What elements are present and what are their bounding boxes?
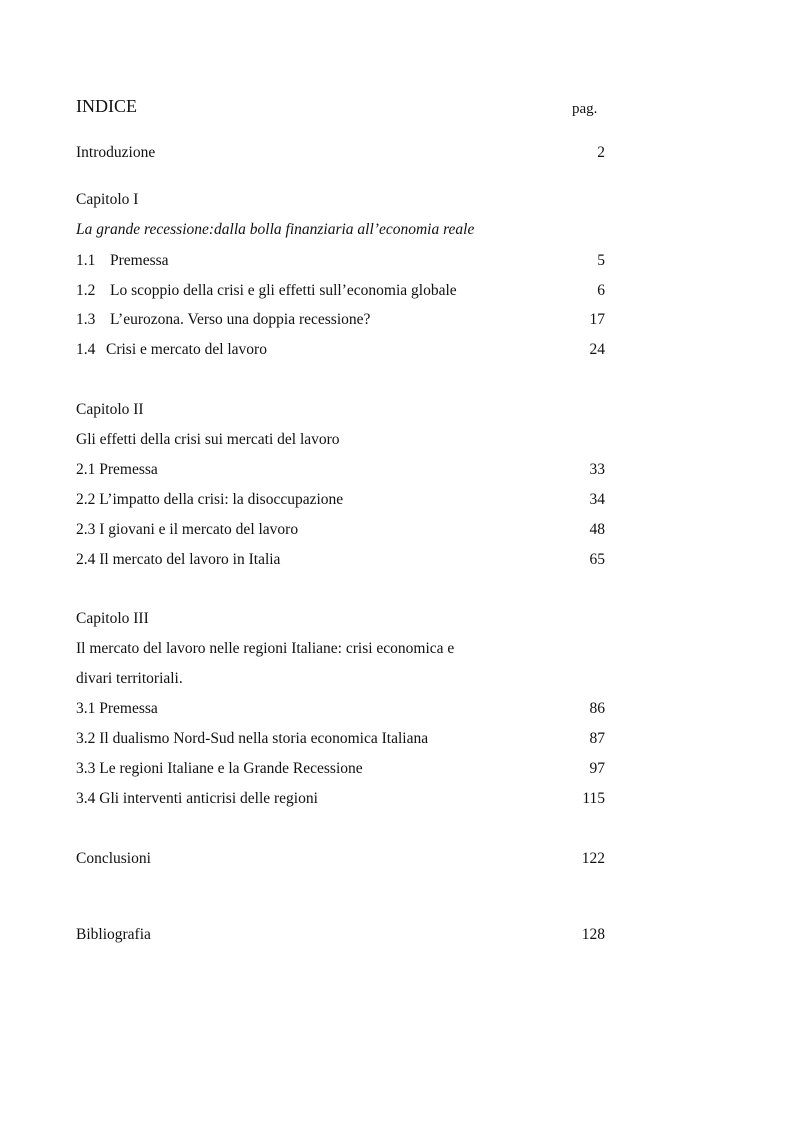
toc-page: 17 [589,311,605,328]
toc-entry: 3.3 Le regioni Italiane e la Grande Recessione [76,760,363,777]
toc-entry: 3.4 Gli interventi anticrisi delle regioni [76,790,318,807]
toc-entry [76,282,457,300]
toc-entry: 2.1 Premessa [76,461,158,478]
toc-entry-bibliografia: Bibliografia [76,926,151,943]
toc-entry: 2.4 Il mercato del lavoro in Italia [76,551,281,568]
toc-entry-conclusioni: Conclusioni [76,850,151,867]
toc-page-introduzione: 2 [597,144,605,161]
toc-entry: 3.1 Premessa [76,700,158,717]
toc-page: 33 [589,461,605,478]
section-number: 1.1 [76,252,96,269]
section-label: Lo scoppio della crisi e gli effetti sull’economia globale [110,282,457,299]
toc-entry [76,341,267,359]
toc-page: 6 [597,282,605,299]
toc-page: 86 [589,700,605,717]
section-label: Premessa [110,252,169,269]
toc-page: 34 [589,491,605,508]
section-label: Crisi e mercato del lavoro [106,341,267,358]
toc-page: 97 [589,760,605,777]
toc-page: 24 [589,341,605,358]
chapter-1-subtitle: La grande recessione:dalla bolla finanziaria all’economia reale [76,221,475,238]
toc-page: 87 [589,730,605,747]
chapter-3-subtitle-line-2: divari territoriali. [76,670,183,687]
toc-page: 115 [582,790,605,807]
section-number: 1.4 [76,341,96,358]
toc-entry-introduzione: Introduzione [76,144,156,161]
toc-page-bibliografia: 128 [581,926,605,943]
toc-page-conclusioni: 122 [581,850,605,867]
chapter-2-heading: Capitolo II [76,401,144,418]
toc-entry: 2.2 L’impatto della crisi: la disoccupazione [76,491,344,508]
chapter-3-subtitle-line-1: Il mercato del lavoro nelle regioni Italiane: crisi economica e [76,640,455,657]
toc-entry: 3.2 Il dualismo Nord-Sud nella storia economica Italiana [76,730,429,747]
chapter-1-heading: Capitolo I [76,191,139,208]
section-number: 1.2 [76,282,96,299]
page-column-header: pag. [572,101,598,117]
toc-page: 65 [589,551,605,568]
toc-entry [76,252,169,270]
section-label: L’eurozona. Verso una doppia recessione? [110,311,371,328]
toc-page: 48 [589,521,605,538]
chapter-3-heading: Capitolo III [76,610,149,627]
toc-entry [76,311,370,329]
section-number: 1.3 [76,311,96,328]
toc-entry: 2.3 I giovani e il mercato del lavoro [76,521,299,538]
chapter-2-subtitle: Gli effetti della crisi sui mercati del lavoro [76,431,340,448]
toc-page: 5 [597,252,605,269]
toc-title: INDICE [76,96,137,116]
